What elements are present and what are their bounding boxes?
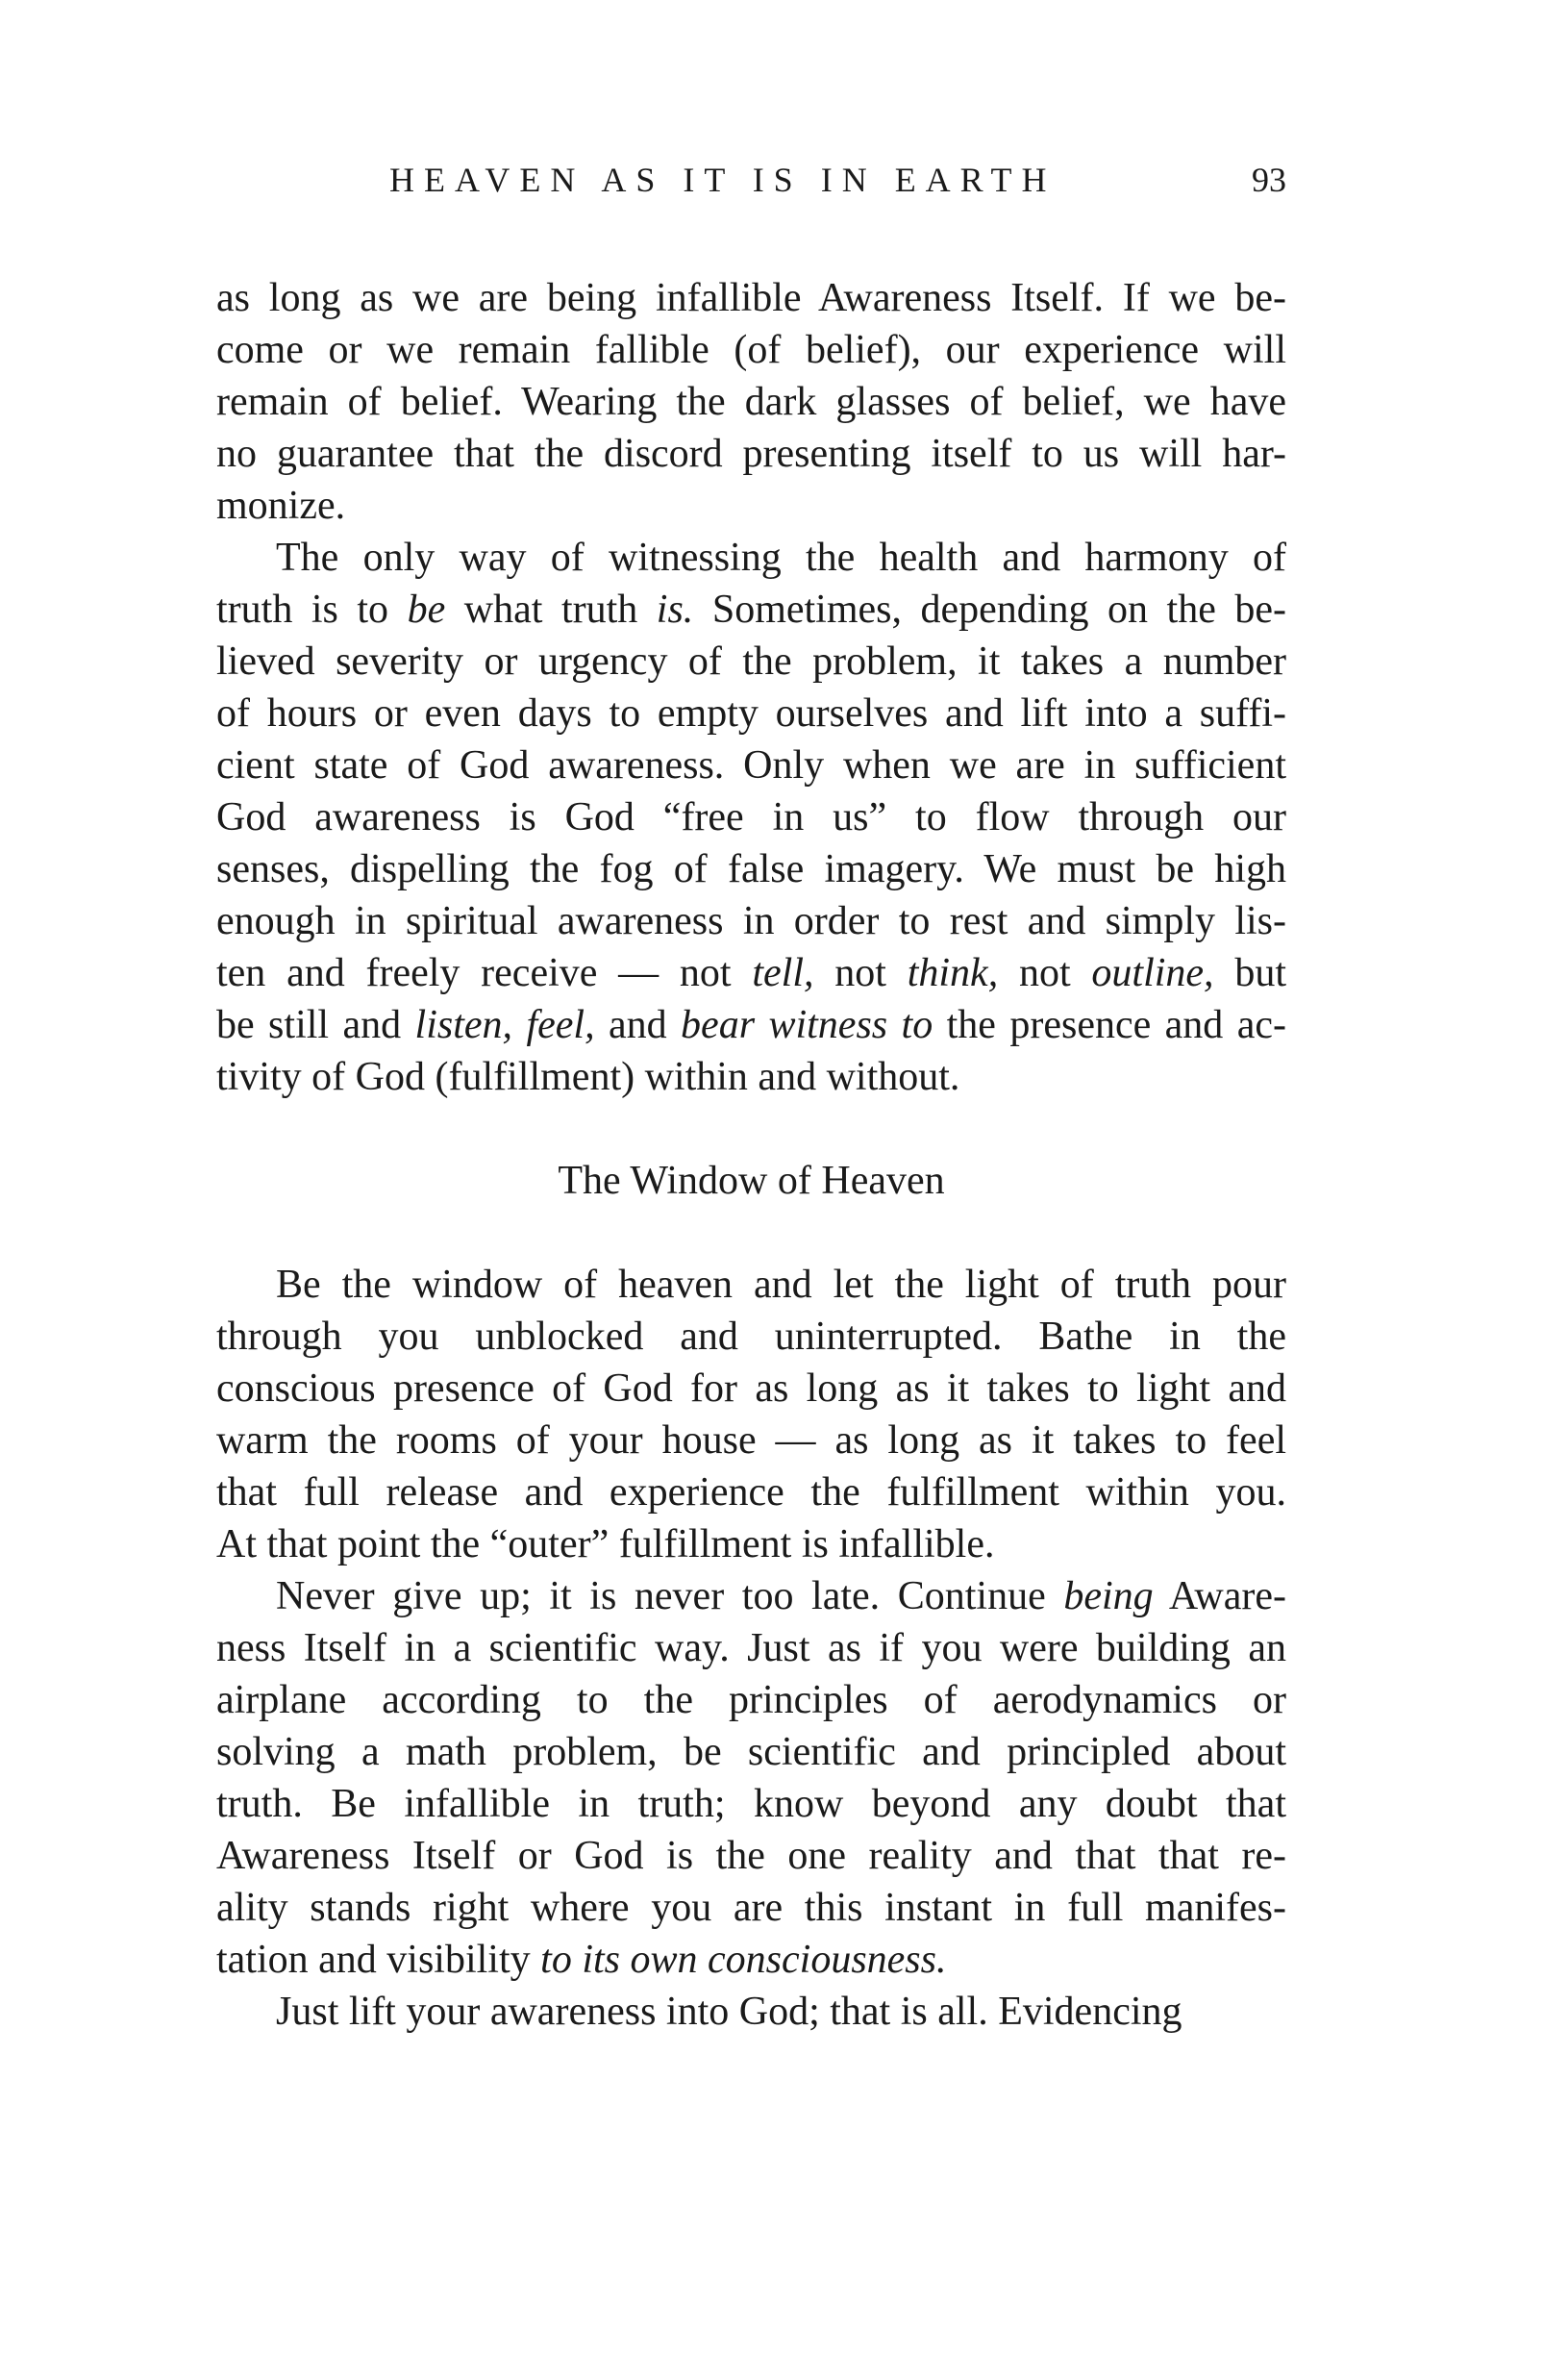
italic-emphasis: tell, <box>752 951 814 995</box>
section-heading: The Window of Heaven <box>558 1159 945 1203</box>
body-text <box>216 272 1286 2038</box>
page-number: 93 <box>1252 161 1286 199</box>
text-line: The only way of witnessing the health and harmony of <box>276 536 1286 580</box>
text-line: Never give up; it is never too late. Continue being Aware- <box>276 1574 1286 1618</box>
text-line: remain of belief. Wearing the dark glasses of belief, we have <box>216 380 1286 424</box>
paragraph <box>216 1986 1286 2038</box>
text-line: ness Itself in a scientific way. Just as if you were building an <box>216 1626 1286 1670</box>
running-title: HEAVEN AS IT IS IN EARTH <box>389 161 1057 199</box>
text-line: of hours or even days to empty ourselves and lift into a suffi- <box>216 691 1286 736</box>
italic-emphasis: outline, <box>1091 951 1214 995</box>
section-spacing <box>216 1233 1286 1259</box>
text-line: solving a math problem, be scientific and principled about <box>216 1730 1286 1774</box>
text-line: as long as we are being infallible Awareness Itself. If we be- <box>216 276 1286 320</box>
text-line: senses, dispelling the fog of false imagery. We must be high <box>216 847 1286 891</box>
paragraph <box>216 1259 1286 1570</box>
text-line: monize. <box>216 484 346 528</box>
text-line: Be the window of heaven and let the light of truth pour <box>276 1263 1286 1307</box>
text-line: airplane according to the principles of aerodynamics or <box>216 1678 1286 1722</box>
text-line: cient state of God awareness. Only when we are in sufficient <box>216 743 1286 788</box>
text-line: God awareness is God “free in us” to flow through our <box>216 795 1286 839</box>
text-line: tation and visibility to its own consciousness. <box>216 1938 947 1982</box>
text-line: ten and freely receive — not tell, not think, not outline, but <box>216 951 1286 995</box>
italic-emphasis: bear witness to <box>681 1003 933 1047</box>
text-line: no guarantee that the discord presenting itself to us will har- <box>216 432 1286 476</box>
paragraph <box>216 272 1286 532</box>
italic-emphasis: listen, feel, <box>414 1003 595 1047</box>
text-line: ality stands right where you are this instant in full manifes- <box>216 1886 1286 1930</box>
italic-emphasis: is. <box>656 588 694 632</box>
italic-emphasis: think, <box>907 951 999 995</box>
text-line: tivity of God (fulfillment) within and without. <box>216 1055 960 1099</box>
text-line: come or we remain fallible (of belief), our experience will <box>216 328 1286 372</box>
italic-emphasis: to its own consciousness. <box>540 1938 947 1982</box>
running-head <box>216 156 1286 204</box>
italic-emphasis: be <box>407 588 446 632</box>
text-line: Just lift your awareness into God; that is all. Evidencing <box>276 1990 1182 2034</box>
text-line: lieved severity or urgency of the problem, it takes a number <box>216 639 1286 684</box>
paragraph <box>216 1570 1286 1986</box>
text-line: be still and listen, feel, and bear witness to the presence and ac- <box>216 1003 1286 1047</box>
section-spacing <box>216 1103 1286 1129</box>
text-line: warm the rooms of your house — as long as it takes to feel <box>216 1418 1286 1463</box>
text-line: conscious presence of God for as long as it takes to light and <box>216 1366 1286 1411</box>
text-line: that full release and experience the fulfillment within you. <box>216 1470 1286 1515</box>
text-line: truth. Be infallible in truth; know beyond any doubt that <box>216 1782 1286 1826</box>
text-line: Awareness Itself or God is the one reality and that that re- <box>216 1834 1286 1878</box>
text-line: At that point the “outer” fulfillment is infallible. <box>216 1522 995 1566</box>
italic-emphasis: being <box>1063 1574 1154 1618</box>
paragraph <box>216 532 1286 1103</box>
text-line: enough in spiritual awareness in order to rest and simply lis- <box>216 899 1286 943</box>
text-line: through you unblocked and uninterrupted. Bathe in the <box>216 1315 1286 1359</box>
text-line: truth is to be what truth is. Sometimes, depending on the be- <box>216 588 1286 632</box>
